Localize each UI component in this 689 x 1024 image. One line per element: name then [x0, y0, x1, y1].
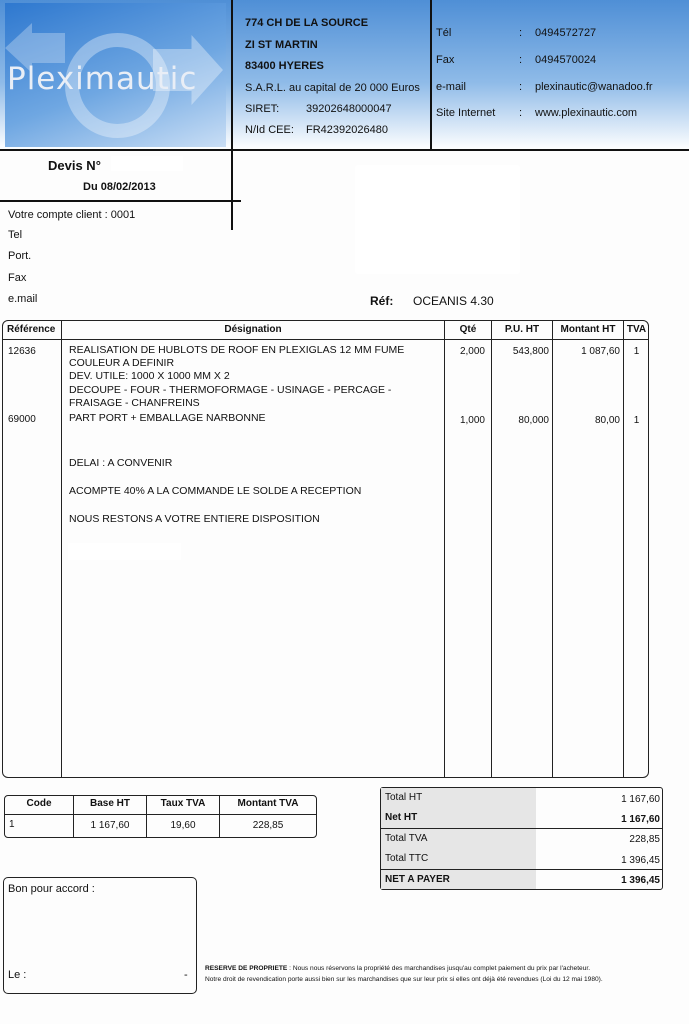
devis-date: Du 08/02/2013 — [83, 181, 156, 193]
redacted-address-block — [355, 165, 520, 274]
client-field-tel: Tel — [8, 229, 23, 241]
capital-line: S.A.R.L. au capital de 20 000 Euros — [245, 82, 420, 94]
row-qty: 2,000 — [459, 346, 485, 357]
col-tva: TVA — [626, 324, 647, 335]
row-designation: REALISATION DE HUBLOTS DE ROOF EN PLEXIGLAS 12 MM FUME — [69, 344, 405, 356]
note-closing: NOUS RESTONS A VOTRE ENTIERE DISPOSITION — [69, 513, 320, 525]
website-value: www.plexinautic.com — [535, 107, 638, 119]
address-line: 774 CH DE LA SOURCE — [245, 17, 369, 29]
row-designation: DECOUPE - FOUR - THERMOFORMAGE - USINAGE - PERCAGE - — [69, 384, 392, 396]
contact-label: Tél — [436, 27, 452, 39]
header-bottom-rule — [0, 149, 689, 151]
tva-code: 1 — [9, 819, 15, 830]
total-ht-value: 1 167,60 — [621, 794, 660, 805]
tva-col-base: Base HT — [89, 798, 130, 809]
row-pu: 543,800 — [512, 346, 549, 357]
approval-title: Bon pour accord : — [8, 883, 95, 895]
col-designation: Désignation — [224, 324, 282, 335]
tva-base: 1 167,60 — [90, 820, 130, 831]
company-logo — [5, 3, 226, 147]
net-ht-value: 1 167,60 — [621, 814, 660, 825]
col-reference: Référence — [7, 324, 56, 335]
row-ref: 69000 — [8, 414, 36, 425]
reference-value: OCEANIS 4.30 — [413, 294, 494, 308]
redacted-signature-line — [68, 543, 181, 560]
tva-col-code: Code — [26, 798, 52, 809]
total-ttc-label: Total TTC — [385, 853, 429, 864]
row-designation: DEV. UTILE: 1000 X 1000 MM X 2 — [69, 370, 230, 382]
tva-col-rate: Taux TVA — [160, 798, 206, 809]
note-deposit: ACOMPTE 40% A LA COMMANDE LE SOLDE A RECEPTION — [69, 485, 362, 497]
row-tva: 1 — [633, 346, 640, 357]
total-ttc-value: 1 396,45 — [621, 855, 660, 866]
client-field-fax: Fax — [8, 272, 27, 284]
devis-title: Devis N° — [48, 158, 101, 173]
address-line: 83400 HYERES — [245, 60, 324, 72]
client-field-email: e.mail — [8, 293, 38, 305]
legal-title: RESERVE DE PROPRIETE — [205, 965, 288, 972]
total-tva-value: 228,85 — [629, 834, 660, 845]
total-ht-label: Total HT — [385, 792, 423, 803]
tva-rate: 19,60 — [170, 820, 196, 831]
legal-line-2: Notre droit de revendication porte aussi bien sur les marchandises que sur leur prix si elles ont déjà été revendues (Loi du 12 mai 1980). — [205, 976, 603, 983]
row-designation: COULEUR A DEFINIR — [69, 357, 175, 369]
net-a-payer-label: NET A PAYER — [385, 874, 450, 885]
fax-value: 0494570024 — [535, 54, 597, 66]
siret-label: SIRET: — [245, 103, 280, 115]
row-ref: 12636 — [8, 346, 36, 357]
client-field-port: Port. — [8, 250, 32, 262]
net-ht-label: Net HT — [385, 812, 418, 823]
row-tva: 1 — [633, 415, 640, 426]
row-designation: PART PORT + EMBALLAGE NARBONNE — [69, 412, 266, 424]
tva-amount: 228,85 — [252, 820, 284, 831]
col-qty: Qté — [459, 324, 477, 335]
header-divider-left — [231, 0, 233, 230]
logo-text: Pleximautic — [7, 61, 198, 97]
row-montant: 80,00 — [594, 415, 620, 426]
row-pu: 80,000 — [518, 415, 549, 426]
total-tva-label: Total TVA — [385, 833, 428, 844]
legal-line-1: RESERVE DE PROPRIETE : Nous nous réservons la propriété des marchandises jusqu'au complet paiement du prix par l'acheteur. — [205, 965, 591, 972]
contact-label: Fax — [436, 54, 455, 66]
contact-label: e-mail — [436, 81, 466, 93]
redacted-devis-number — [111, 156, 183, 171]
cee-value: FR42392026480 — [306, 124, 388, 136]
tva-col-amount: Montant TVA — [237, 798, 299, 809]
row-designation: FRAISAGE - CHANFREINS — [69, 397, 200, 409]
row-qty: 1,000 — [459, 415, 485, 426]
note-delay: DELAI : A CONVENIR — [69, 457, 173, 469]
client-account: Votre compte client : 0001 — [8, 209, 136, 221]
net-a-payer-value: 1 396,45 — [621, 875, 660, 886]
col-pu: P.U. HT — [504, 324, 540, 335]
row-montant: 1 087,60 — [581, 346, 620, 357]
address-line: ZI ST MARTIN — [245, 39, 318, 51]
header-divider-right — [430, 0, 432, 150]
phone-value: 0494572727 — [535, 27, 597, 39]
col-montant: Montant HT — [560, 324, 616, 335]
reference-label: Réf: — [370, 294, 394, 308]
siret-value: 39202648000047 — [306, 103, 392, 115]
contact-label: Site Internet — [436, 107, 496, 119]
cee-label: N/Id CEE: — [245, 124, 294, 136]
email-value: plexinautic@wanadoo.fr — [535, 81, 653, 93]
approval-date-label: Le : — [8, 969, 27, 981]
devis-rule — [0, 200, 241, 202]
